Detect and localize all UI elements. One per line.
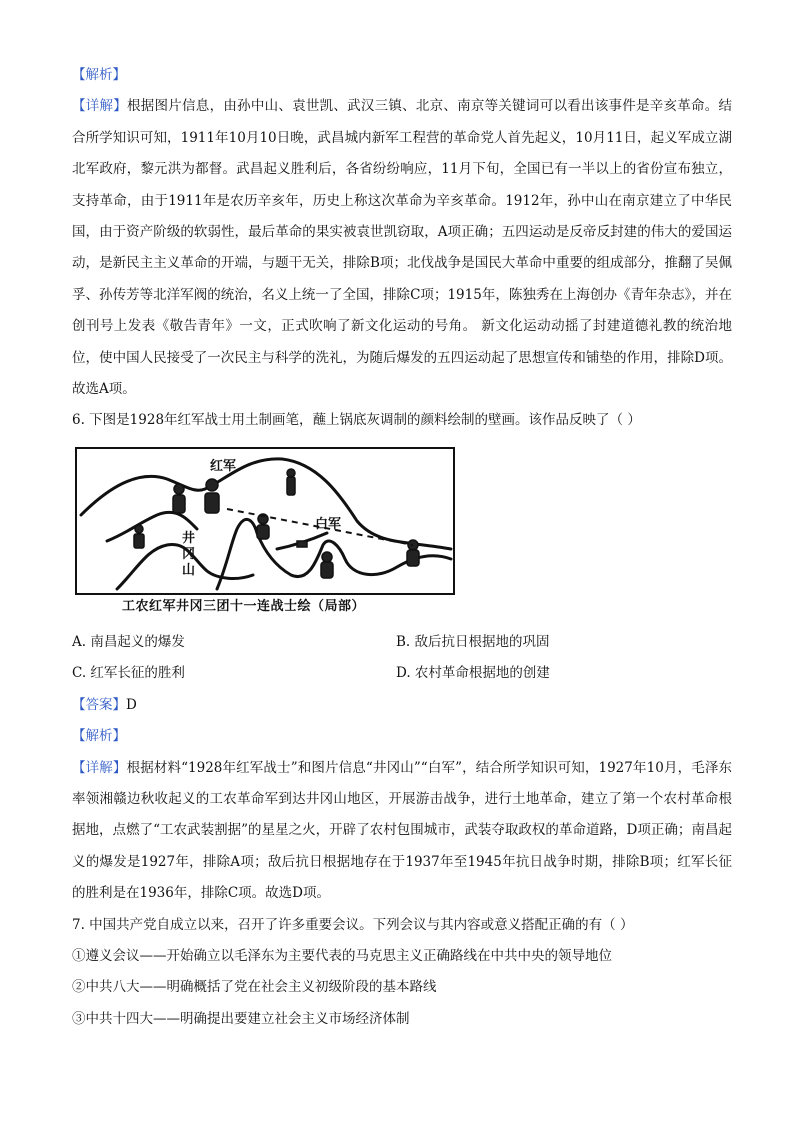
q6-option-c: C. 红军长征的胜利 — [72, 665, 185, 682]
q6-detail-text: 根据材料“1928年红军战士”和图片信息“井冈山”“白军”，结合所学知识可知，1927年10月，毛泽东率领湘赣边秋收起义的工农革命军到达井冈山地区，开展游击战争，进行土地革命，建立了第一个农村革命根据地，点燃了“工农武装割据”的星星之火，开辟了农村包围城市，武装夺取政权的革命道路，D项正确；南昌起义的爆发是1927年，排除A项；敌后抗日根据地存在于1937年至1945年抗日战争时期，排除B项；红军长征的胜利是在1936年，排除C项。故选D项。 — [72, 759, 732, 902]
mural-frame — [75, 447, 455, 595]
label-jinggang-2: 冈 — [182, 546, 196, 562]
q6-answer-label: 【答案】 — [72, 696, 126, 713]
q6-stem: 6. 下图是1928年红军战士用土制画笔，蘸上锅底灰调制的颜料绘制的壁画。该作品反映了（ ） — [72, 412, 641, 429]
mural-caption: 工农红军井冈三团十一连战士绘（局部） — [122, 598, 366, 614]
label-jinggang-3: 山 — [182, 562, 196, 578]
document-page — [72, 60, 732, 1035]
q5-detail-text: 根据图片信息，由孙中山、袁世凯、武汉三镇、北京、南京等关键词可以看出该事件是辛亥革命。结合所学知识可知，1911年10月10日晚，武昌城内新军工程营的革命党人首先起义，10月11日，起义军成立湖北军政府，黎元洪为都督。武昌起义胜利后，各省纷纷响应，11月下旬，全国已有一半以上的省份宣布独立，支持革命，由于1911年是农历辛亥年，历史上称这次革命为辛亥革命。1912年，孙中山在南京建立了中华民国，由于资产阶级的软弱性，最后革命的果实被袁世凯窃取，A项正确；五四运动是反帝反封建的伟大的爱国运动，是新民主主义革命的开端，与题干无关，排除B项；北伐战争是国民大革命中重要的组成部分，推翻了吴佩孚、孙传芳等北洋军阀的统治，名义上统一了全国，排除C项；1915年，陈独秀在上海创办《青年杂志》，并在创刊号上发表《敬告青年》一文，正式吹响了新文化运动的号角。 新文化运动动摇了封建道德礼教的统治地位，使中国人民接受了一次民主与科学的洗礼，为随后爆发的五四运动起了思想宣传和铺垫的作用，排除D项。故选A项。 — [72, 98, 733, 398]
q6-answer-value: D — [126, 696, 137, 713]
label-white-army: 白军 — [315, 516, 342, 532]
q6-answer — [72, 690, 732, 721]
q6-mural-figure — [72, 441, 732, 627]
q7-stem: 7. 中国共产党自成立以来，召开了许多重要会议。下列会议与其内容或意义搭配正确的有（ ） — [72, 916, 634, 933]
q6-options — [72, 627, 732, 690]
label-jinggang-1: 井 — [182, 530, 196, 546]
q7-item-2: ②中共八大——明确概括了党在社会主义初级阶段的基本路线 — [72, 979, 437, 996]
q7-item-1: ①遵义会议——开始确立以毛泽东为主要代表的马克思主义正确路线在中共中央的领导地位 — [72, 947, 612, 964]
mural-drawing — [77, 449, 453, 593]
q5-detail — [72, 91, 732, 405]
label-red-army: 红军 — [210, 458, 237, 474]
q6-option-a: A. 南昌起义的爆发 — [72, 633, 185, 650]
q6-option-d: D. 农村革命根据地的创建 — [396, 665, 550, 682]
q7-item-3: ③中共十四大——明确提出要建立社会主义市场经济体制 — [72, 1010, 410, 1027]
q6-detail-label: 【详解】 — [72, 759, 127, 776]
q6-detail — [72, 753, 732, 910]
q5-analysis-label: 【解析】 — [72, 67, 126, 83]
q6-analysis-label: 【解析】 — [72, 728, 126, 745]
q5-detail-label: 【详解】 — [72, 98, 128, 115]
q6-option-b: B. 敌后抗日根据地的巩固 — [396, 633, 550, 650]
